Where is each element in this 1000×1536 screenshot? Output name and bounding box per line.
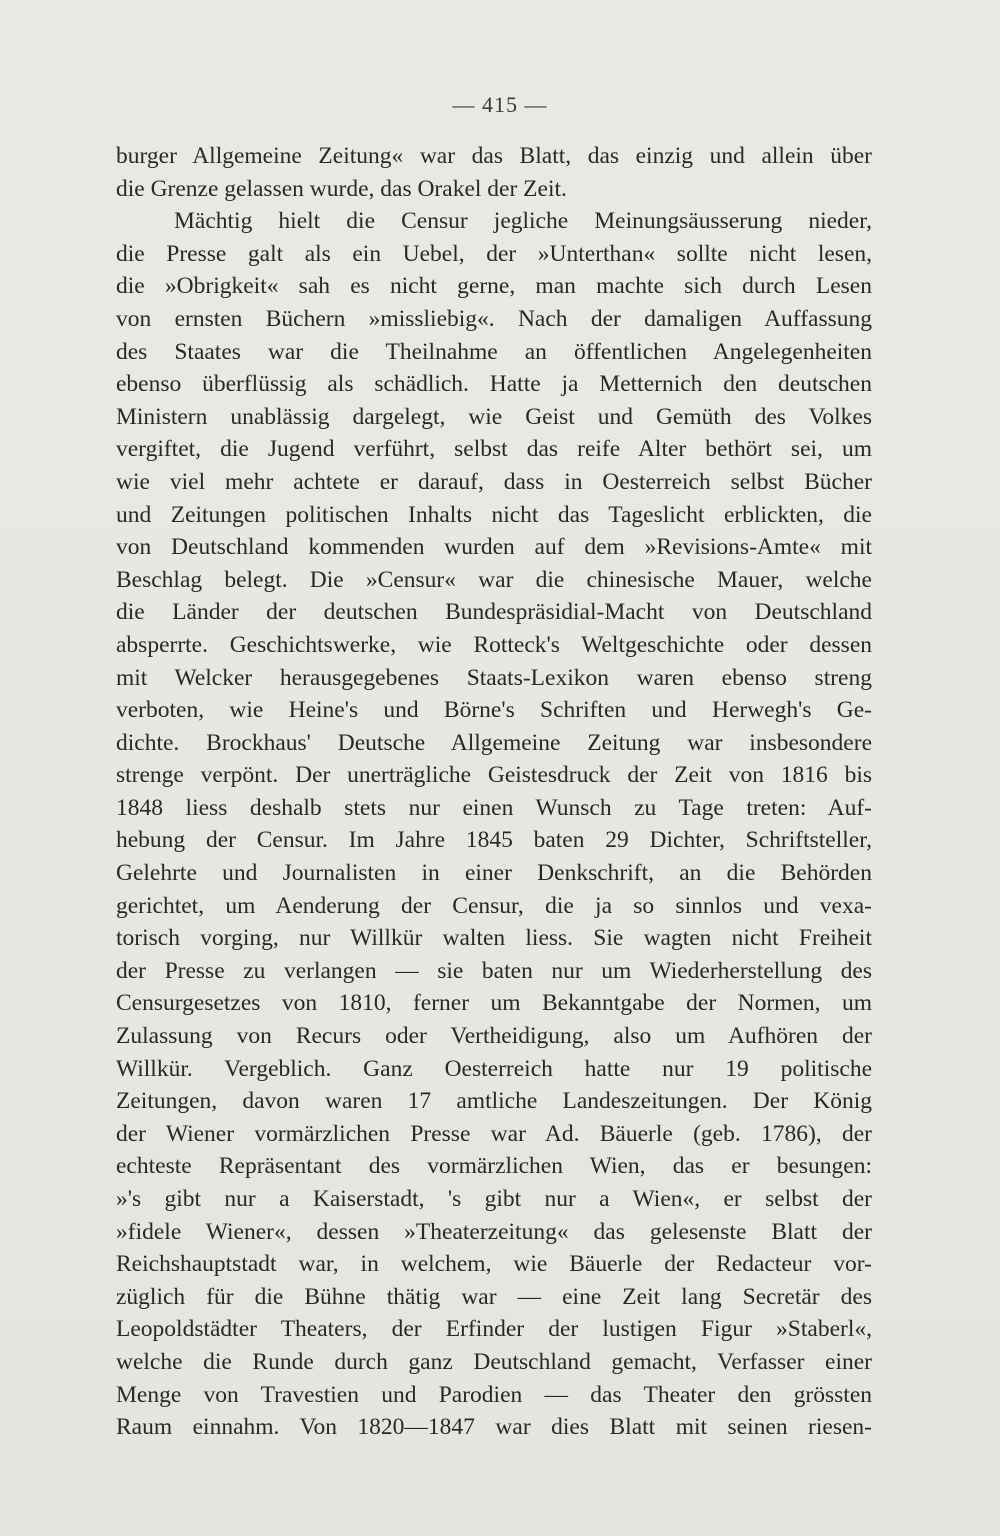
text-line: die »Obrigkeit« sah es nicht gerne, man machte sich durch Lesen bbox=[116, 273, 872, 300]
text-line: von Deutschland kommenden wurden auf dem »Revisions-Amte« mit bbox=[116, 534, 872, 561]
text-line: »'s gibt nur a Kaiserstadt, 's gibt nur a Wien«, er selbst der bbox=[116, 1186, 872, 1212]
text-line: der Presse zu verlangen — sie baten nur um Wiederherstellung des bbox=[116, 957, 872, 984]
text-line: burger Allgemeine Zeitung« war das Blatt, das einzig und allein über bbox=[116, 143, 872, 169]
text-line: die Grenze gelassen wurde, das Orakel der Zeit. bbox=[116, 175, 567, 202]
text-line: Zulassung von Recurs oder Vertheidigung, also um Aufhören der bbox=[116, 1023, 872, 1050]
text-line: »fidele Wiener«, dessen »Theaterzeitung« das gelesenste Blatt der bbox=[116, 1218, 872, 1245]
text-line: ebenso überflüssig als schädlich. Hatte ja Metternich den deutschen bbox=[116, 371, 872, 398]
text-line: Leopoldstädter Theaters, der Erfinder der lustigen Figur »Staberl«, bbox=[116, 1316, 872, 1343]
text-line: Beschlag belegt. Die »Censur« war die chinesische Mauer, welche bbox=[116, 566, 872, 593]
text-line: welche die Runde durch ganz Deutschland gemacht, Verfasser einer bbox=[116, 1348, 872, 1375]
text-line: Willkür. Vergeblich. Ganz Oesterreich hatte nur 19 politische bbox=[116, 1055, 872, 1082]
text-line: echteste Repräsentant des vormärzlichen Wien, das er besungen: bbox=[116, 1153, 872, 1180]
text-line: verboten, wie Heine's und Börne's Schriften und Herwegh's Ge- bbox=[116, 697, 872, 724]
text-line: Ministern unablässig dargelegt, wie Geist und Gemüth des Volkes bbox=[116, 403, 872, 430]
text-line: des Staates war die Theilnahme an öffentlichen Angelegenheiten bbox=[116, 338, 872, 365]
text-line: wie viel mehr achtete er darauf, dass in Oesterreich selbst Bücher bbox=[116, 468, 872, 495]
page-number: — 415 — bbox=[452, 92, 548, 117]
text-line: Reichshauptstadt war, in welchem, wie Bäuerle der Redacteur vor- bbox=[116, 1251, 872, 1278]
text-line: von ernsten Büchern »missliebig«. Nach der damaligen Auffassung bbox=[116, 305, 872, 332]
text-line: dichte. Brockhaus' Deutsche Allgemeine Zeitung war insbesondere bbox=[116, 729, 872, 756]
text-line: Gelehrte und Journalisten in einer Denkschrift, an die Behörden bbox=[116, 860, 872, 887]
text-line: die Länder der deutschen Bundespräsidial-Macht von Deutschland bbox=[116, 599, 872, 626]
text-line: vergiftet, die Jugend verführt, selbst das reife Alter bethört sei, um bbox=[116, 436, 872, 463]
text-line: hebung der Censur. Im Jahre 1845 baten 29 Dichter, Schriftsteller, bbox=[116, 827, 872, 854]
body-text bbox=[116, 140, 872, 1444]
text-line: und Zeitungen politischen Inhalts nicht das Tageslicht erblickten, die bbox=[116, 501, 872, 528]
text-line: Mächtig hielt die Censur jegliche Meinungsäusserung nieder, bbox=[174, 208, 872, 235]
text-line: die Presse galt als ein Uebel, der »Unterthan« sollte nicht lesen, bbox=[116, 240, 872, 267]
text-line: torisch vorging, nur Willkür walten liess. Sie wagten nicht Freiheit bbox=[116, 925, 872, 952]
text-line: Censurgesetzes von 1810, ferner um Bekanntgabe der Normen, um bbox=[116, 990, 872, 1017]
text-line: absperrte. Geschichtswerke, wie Rotteck's Weltgeschichte oder dessen bbox=[116, 631, 872, 658]
text-line: Zeitungen, davon waren 17 amtliche Landeszeitungen. Der König bbox=[116, 1088, 872, 1115]
text-line: mit Welcker herausgegebenes Staats-Lexikon waren ebenso streng bbox=[116, 664, 872, 691]
text-line: strenge verpönt. Der unerträgliche Geistesdruck der Zeit von 1816 bis bbox=[116, 762, 872, 789]
text-line: züglich für die Bühne thätig war — eine Zeit lang Secretär des bbox=[116, 1283, 872, 1310]
text-line: gerichtet, um Aenderung der Censur, die ja so sinnlos und vexa- bbox=[116, 892, 872, 919]
text-line: Raum einnahm. Von 1820—1847 war dies Blatt mit seinen riesen- bbox=[116, 1414, 872, 1441]
text-line: der Wiener vormärzlichen Presse war Ad. Bäuerle (geb. 1786), der bbox=[116, 1120, 872, 1147]
text-line: Menge von Travestien und Parodien — das Theater den grössten bbox=[116, 1381, 872, 1408]
text-line: 1848 liess deshalb stets nur einen Wunsch zu Tage treten: Auf- bbox=[116, 794, 872, 821]
